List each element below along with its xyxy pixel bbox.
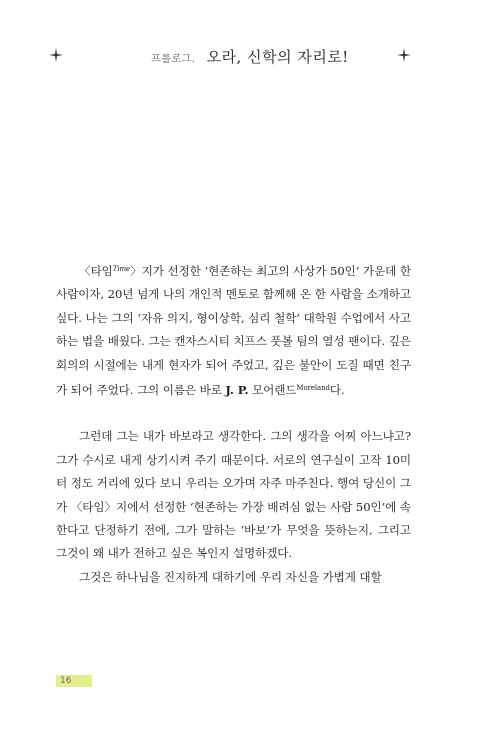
sparkle-right-icon — [397, 48, 411, 62]
p1-moreland-annotation: Moreland — [296, 384, 330, 393]
chapter-title: 오라, 신학의 자리로! — [206, 48, 349, 66]
p1-text-d: 다. — [329, 383, 345, 398]
page-number: 16 — [56, 675, 92, 687]
p1-text-c: 모어랜드 — [248, 383, 297, 398]
paragraph-2: 그런데 그는 내가 바보라고 생각한다. 그의 생각을 어찌 아느냐고? 그가 수시로 내게 상기시켜 주기 때문이다. 서로의 연구실이 고작 10미터 정도 거리에 있다 보니 우리는 오가며 자주 마주친다. 행여 당신이 그가 〈타임〉지에서 선정한 ‘현존하는 가장 배려심 없는 사람 50인’에 속한다고 단정하기 전에, 그가 말하는 ‘바보’가 무엇을 뜻하는지, 그리고 그것이 왜 내가 전하고 싶은 복인지 설명하겠다. — [56, 429, 411, 561]
body-text — [56, 258, 411, 589]
paragraph-1 — [56, 258, 411, 402]
p1-name-initials: J. P. — [225, 383, 249, 398]
chapter-header — [0, 46, 500, 67]
p1-time-annotation: Time — [112, 265, 131, 273]
paragraph-3: 그것은 하나님을 진지하게 대하기에 우리 자신을 가볍게 대할 — [79, 569, 382, 584]
chapter-label: 프롤로그. — [151, 54, 196, 65]
p1-text-b: 〉지가 선정한 ‘현존하는 최고의 사상가 50인’ 가운데 한 사람이자, 20년 넘게 나의 개인적 멘토로 함께해 온 한 사람을 소개하고 싶다. 나는 그의 ‘자유 의지, 형이상학, 심리 철학’ 대학원 수업에서 사고하는 법을 배웠다. 그는 캔자스시티 치프스 풋볼 팀의 열성 팬이다. 깊은 회의의 시절에는 내게 현자가 되어 주었고, 깊은 불안이 도질 때면 친구가 되어 주었다. 그의 이름은 바로 — [56, 264, 411, 398]
p1-text-a: 〈타임 — [79, 264, 113, 278]
